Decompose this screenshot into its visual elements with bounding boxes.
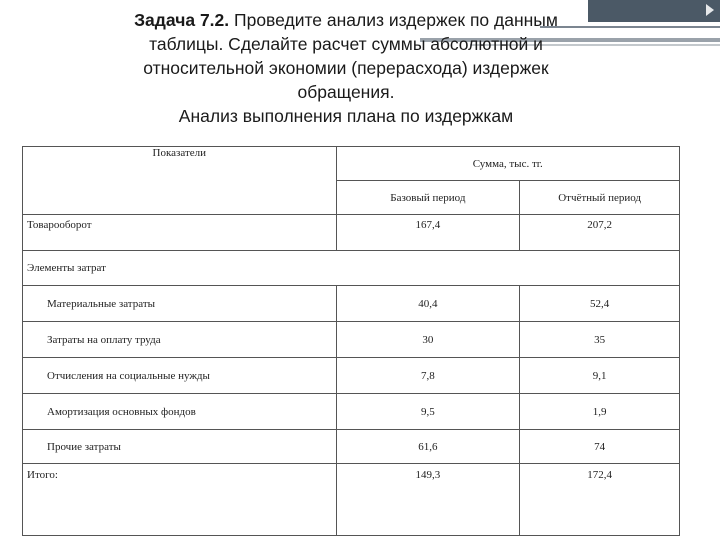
cell-base: 149,3	[336, 464, 520, 536]
cell-report: 52,4	[520, 286, 680, 322]
table-row	[23, 358, 680, 394]
cell-report: 1,9	[520, 394, 680, 430]
section-label: Элементы затрат	[23, 251, 680, 286]
row-label: Отчисления на социальные нужды	[23, 358, 337, 394]
row-label: Затраты на оплату труда	[23, 322, 337, 358]
cell-base: 30	[336, 322, 520, 358]
slide-title	[70, 8, 622, 128]
row-label: Материальные затраты	[23, 286, 337, 322]
table-row	[23, 322, 680, 358]
table-row-turnover	[23, 215, 680, 251]
costs-table	[22, 146, 680, 536]
table-row	[23, 394, 680, 430]
cell-report: 172,4	[520, 464, 680, 536]
cell-report: 207,2	[520, 215, 680, 251]
header-base-period: Базовый период	[336, 181, 520, 215]
table-row	[23, 430, 680, 464]
header-sum: Сумма, тыс. тг.	[336, 147, 679, 181]
cell-report: 74	[520, 430, 680, 464]
header-indicators: Показатели	[23, 147, 337, 215]
table-caption: Анализ выполнения плана по издержкам	[178, 106, 514, 126]
row-label: Амортизация основных фондов	[23, 394, 337, 430]
cell-report: 9,1	[520, 358, 680, 394]
cell-base: 61,6	[336, 430, 520, 464]
table-row-total	[23, 464, 680, 536]
task-number: Задача 7.2.	[134, 10, 230, 30]
table-row	[23, 286, 680, 322]
title-line-2: таблицы. Сделайте расчет суммы абсолютной и	[149, 34, 543, 54]
cell-base: 40,4	[336, 286, 520, 322]
title-line-4: обращения.	[297, 82, 395, 102]
row-label: Товарооборот	[23, 215, 337, 251]
table-header-row	[23, 147, 680, 181]
cell-base: 9,5	[336, 394, 520, 430]
table-section-row	[23, 251, 680, 286]
header-report-period: Отчётный период	[520, 181, 680, 215]
row-label: Итого:	[23, 464, 337, 536]
cell-base: 7,8	[336, 358, 520, 394]
title-line-3: относительной экономии (перерасхода) издержек	[143, 58, 549, 78]
row-label: Прочие затраты	[23, 430, 337, 464]
triangle-marker-icon	[706, 4, 714, 16]
title-line-1: Проведите анализ издержек по данным	[229, 10, 558, 30]
cell-report: 35	[520, 322, 680, 358]
cell-base: 167,4	[336, 215, 520, 251]
